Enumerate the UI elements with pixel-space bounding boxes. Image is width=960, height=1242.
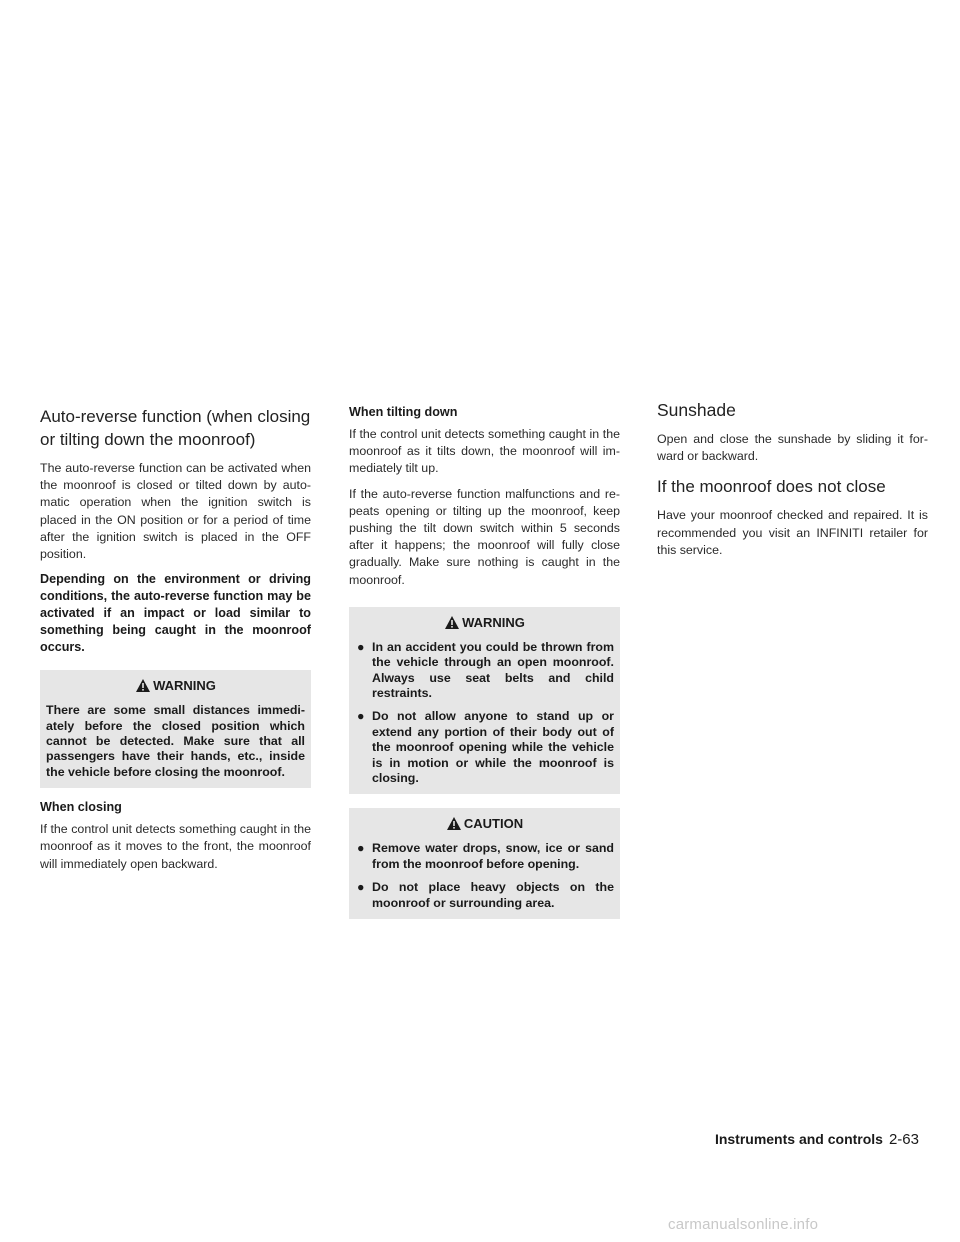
para-sunshade: Open and close the sunshade by sliding it for-ward or backward.: [657, 432, 928, 464]
para-tilting-2: If the auto-reverse function malfunctions and re-peats opening or tilting up the moonroof, keep pushing the tilt down switch within 5 seconds after it happens; the moonroof will fully close gradually. Make sure nothing is caught in the moonroof.: [349, 486, 620, 587]
page-number: 2-63: [888, 1131, 919, 1148]
subhead-when-closing: When closing: [40, 800, 122, 815]
para-auto-reverse: The auto-reverse function can be activated when the moonroof is closed or tilted down by auto-matic operation when the ignition switch is placed in the ON position or for a period of time after the ignition switch is placed in the OFF position.: [40, 461, 311, 562]
watermark-link[interactable]: carmanualsonline.info: [668, 1216, 819, 1233]
warning-list: [355, 640, 614, 787]
caution-list: [355, 841, 614, 911]
warning-box-1: [40, 670, 311, 788]
warning-title: [355, 614, 614, 632]
warning-triangle-icon: [446, 816, 462, 831]
para-when-closing: If the control unit detects something caught in the moonroof as it moves to the front, the moonroof will immediately open backward.: [40, 822, 311, 871]
list-item: ● Do not place heavy objects on the moonroof or surrounding area.: [357, 880, 614, 910]
para-does-not-close: Have your moonroof checked and repaired. It is recommended you visit an INFINITI retailer for this service.: [657, 508, 928, 557]
caution-title: [355, 815, 614, 833]
heading-auto-reverse: Auto-reverse function (when closing or tilting down the moonroof): [40, 407, 311, 449]
subhead-when-tilting: When tilting down: [349, 405, 458, 419]
bullet: ●: [357, 639, 365, 654]
para-auto-reverse-bold: Depending on the environment or driving conditions, the auto-reverse function may be activated if an impact or load similar to something being caught in the moonroof occurs.: [40, 572, 311, 655]
caution-title-text: CAUTION: [463, 816, 524, 832]
warning-box-2: [349, 607, 620, 795]
para-tilting-1: If the control unit detects something caught in the moonroof as it tilts down, the moonroof will im-mediately tilt up.: [349, 427, 620, 476]
warning-triangle-icon: [444, 615, 460, 630]
bullet: ●: [357, 709, 365, 724]
column-1: [40, 405, 311, 881]
list-item: ● Remove water drops, snow, ice or sand from the moonroof before opening.: [357, 841, 614, 871]
bullet: ●: [357, 880, 365, 895]
warning-title-text: WARNING: [462, 614, 525, 630]
heading-sunshade: Sunshade: [657, 400, 736, 420]
heading-does-not-close: If the moonroof does not close: [657, 477, 886, 497]
warning-text: There are some small distances immedi-ately before the closed position which cannot be detected. Make sure that all passengers have their hands, etc., inside the vehicle before closing the moonroof.: [46, 703, 305, 779]
warning-title-text: WARNING: [153, 678, 216, 694]
page-footer: [715, 1131, 919, 1148]
caution-box: [349, 808, 620, 919]
column-2: [349, 405, 620, 931]
bullet: ●: [357, 841, 365, 856]
column-3: [657, 399, 928, 567]
list-item: ● In an accident you could be thrown from the vehicle through an open moonroof. Always use seat belts and child restraints.: [357, 639, 614, 701]
warning-title: [46, 677, 305, 695]
warning-triangle-icon: [135, 678, 151, 693]
footer-section-title: Instruments and controls: [714, 1131, 883, 1147]
list-item: ● Do not allow anyone to stand up or extend any portion of their body out of the moonroof opening while the vehicle is in motion or while the moonroof is closing.: [357, 709, 614, 786]
